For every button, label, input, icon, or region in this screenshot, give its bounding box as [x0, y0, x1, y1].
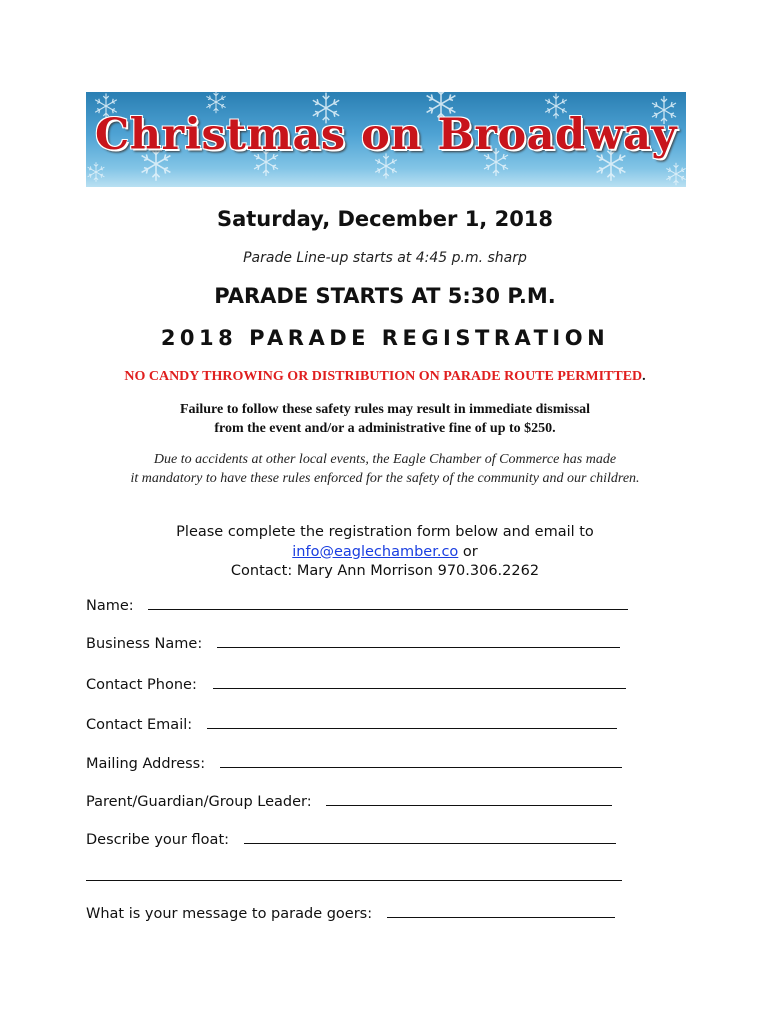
business-name-input-line[interactable]	[217, 633, 620, 648]
name-label: Name:	[86, 598, 134, 614]
message-field	[86, 903, 615, 922]
float-input-line[interactable]	[244, 829, 616, 844]
email-link[interactable]: info@eaglechamber.co	[292, 543, 459, 560]
name-field	[86, 595, 628, 614]
name-input-line[interactable]	[148, 595, 628, 610]
contact-phone-input-line[interactable]	[213, 674, 626, 689]
no-candy-rule	[0, 369, 770, 385]
instructions-line-2	[0, 543, 770, 563]
guardian-field	[86, 791, 612, 810]
contact-phone-label: Contact Phone:	[86, 677, 197, 693]
failure-line-1: Failure to follow these safety rules may result in immediate dismissal	[179, 402, 591, 417]
contact-line: Contact: Mary Ann Morrison 970.306.2262	[230, 563, 540, 579]
message-label: What is your message to parade goers:	[86, 906, 373, 922]
business-name-field	[86, 633, 620, 652]
mailing-address-label: Mailing Address:	[86, 756, 206, 772]
float-label: Describe your float:	[86, 832, 230, 848]
float-field	[86, 829, 616, 848]
mailing-address-field	[86, 753, 622, 772]
no-candy-period: .	[642, 369, 646, 384]
accidents-note	[0, 450, 770, 488]
no-candy-text: NO CANDY THROWING OR DISTRIBUTION ON PARADE ROUTE PERMITTED	[124, 369, 643, 384]
float-field-continued	[86, 866, 622, 885]
lineup-time: Parade Line-up starts at 4:45 p.m. sharp	[243, 250, 527, 266]
header-banner	[86, 92, 686, 187]
contact-phone-field	[86, 674, 626, 693]
banner-title: Christmas on Broadway	[95, 110, 677, 160]
contact-email-label: Contact Email:	[86, 717, 193, 733]
message-input-line[interactable]	[387, 903, 615, 918]
contact-email-field	[86, 714, 617, 733]
mailing-address-input-line[interactable]	[220, 753, 622, 768]
accidents-line-2: it mandatory to have these rules enforced for the safety of the community and our children.	[130, 471, 640, 486]
guardian-input-line[interactable]	[326, 791, 612, 806]
failure-warning	[0, 400, 770, 438]
accidents-line-1: Due to accidents at other local events, the Eagle Chamber of Commerce has made	[153, 452, 617, 467]
event-date: Saturday, December 1, 2018	[216, 207, 554, 231]
email-or: or	[458, 543, 478, 560]
guardian-label: Parent/Guardian/Group Leader:	[86, 794, 312, 810]
failure-line-2: from the event and/or a administrative fine of up to $250.	[214, 421, 556, 436]
float-input-line-2[interactable]	[86, 866, 622, 881]
contact-email-input-line[interactable]	[207, 714, 617, 729]
instructions-line-1: Please complete the registration form below and email to	[176, 524, 594, 540]
business-name-label: Business Name:	[86, 636, 203, 652]
registration-instructions	[0, 523, 770, 582]
parade-start-time: PARADE STARTS AT 5:30 P.M.	[214, 284, 556, 308]
registration-heading: 2018 PARADE REGISTRATION	[160, 326, 610, 350]
